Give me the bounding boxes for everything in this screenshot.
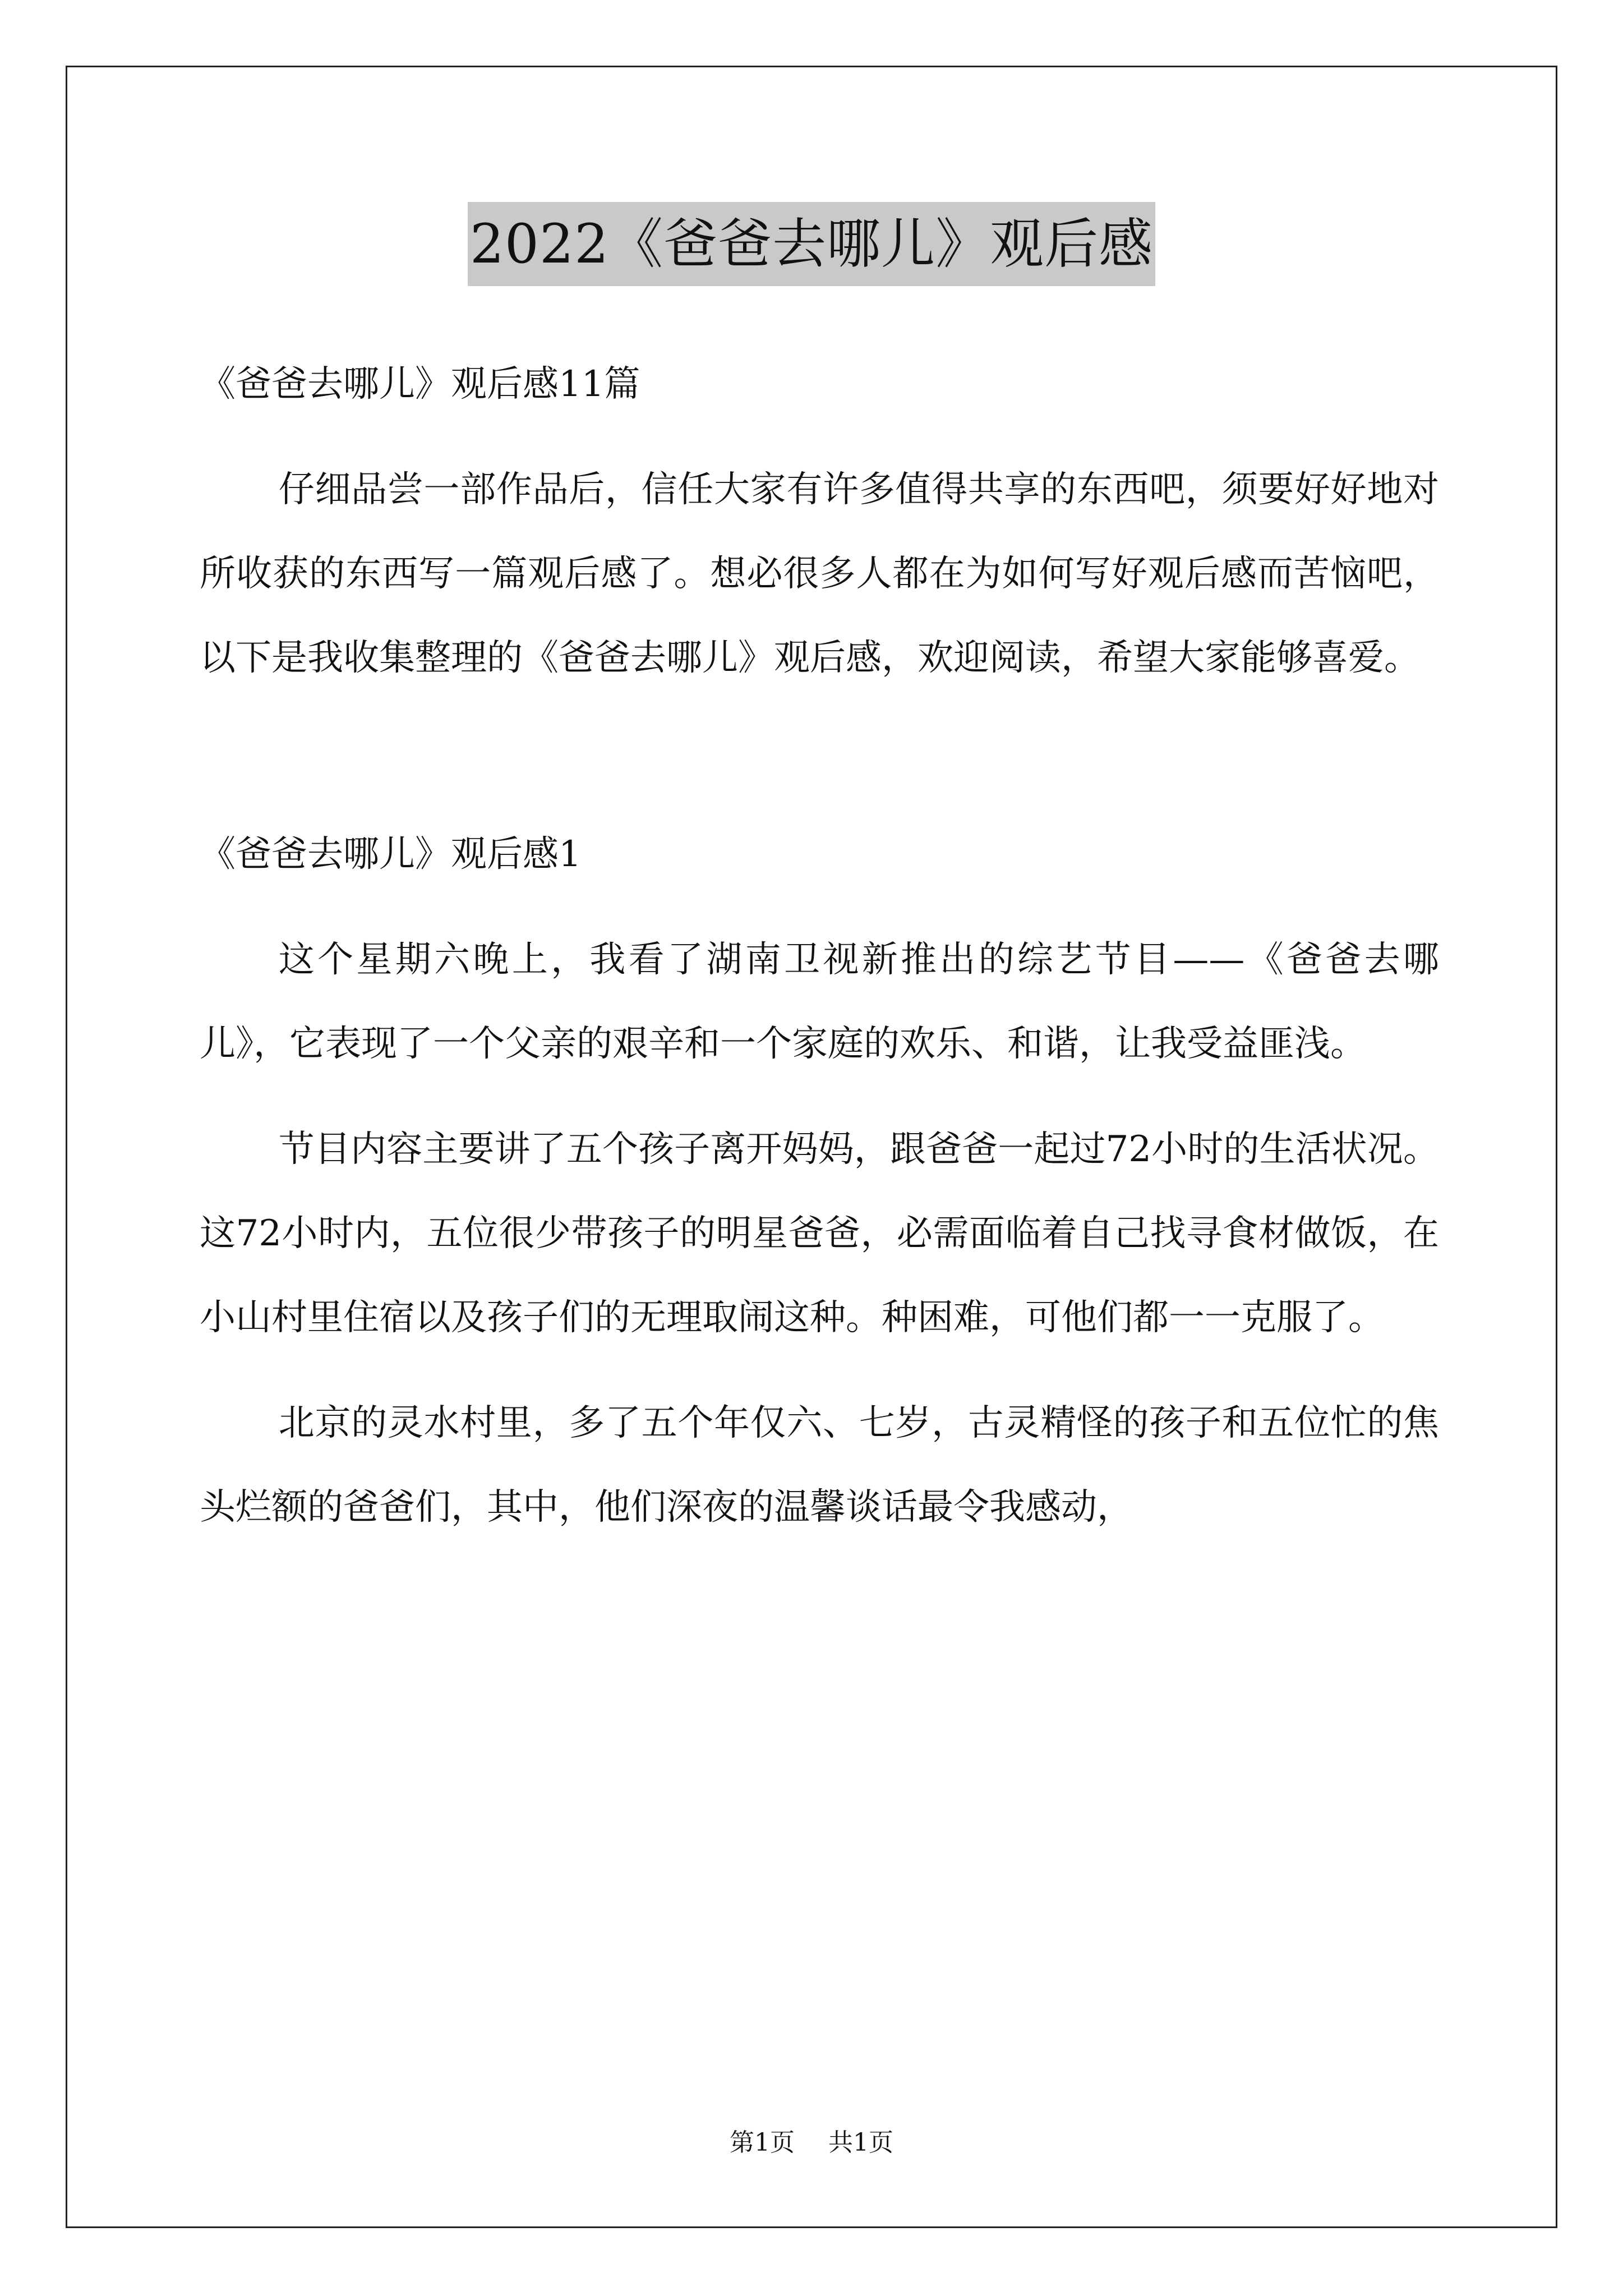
page-total: 共1页 [828,2128,893,2157]
document-title: 2022《爸爸去哪儿》观后感 [468,202,1155,286]
spacer [200,1086,1439,1107]
spacer [200,700,1439,812]
spacer [200,896,1439,918]
page-footer [0,2126,1623,2160]
document-subtitle: 《爸爸去哪儿》观后感11篇 [200,364,640,405]
section-heading: 《爸爸去哪儿》观后感1 [200,834,582,875]
intro-paragraph: 仔细品尝一部作品后，信任大家有许多值得共享的东西吧，须要好好地对所收获的东西写一篇观后感了。想必很多人都在为如何写好观后感而苦恼吧，以下是我收集整理的《爸爸去哪儿》观后感，欢迎阅读，希望大家能够喜爱。 [200,469,1439,679]
title-area [0,202,1623,286]
body-paragraph: 节目内容主要讲了五个孩子离开妈妈，跟爸爸一起过72小时的生活状况。这72小时内，五位很少带孩子的明星爸爸，必需面临着自己找寻食材做饭，在小山村里住宿以及孩子们的无理取闹这种。种困难，可他们都一一克服了。 [200,1129,1439,1338]
spacer [200,426,1439,448]
body-paragraph: 北京的灵水村里，多了五个年仅六、七岁，古灵精怪的孩子和五位忙的焦头烂额的爸爸们，其中，他们深夜的温馨谈话最令我感动， [200,1402,1439,1528]
page-number: 第1页 [730,2128,795,2157]
document-body [200,342,1439,1549]
body-paragraph: 这个星期六晚上，我看了湖南卫视新推出的综艺节目——《爸爸去哪儿》，它表现了一个父亲的艰辛和一个家庭的欢乐、和谐，让我受益匪浅。 [200,939,1439,1065]
spacer [200,1360,1439,1381]
